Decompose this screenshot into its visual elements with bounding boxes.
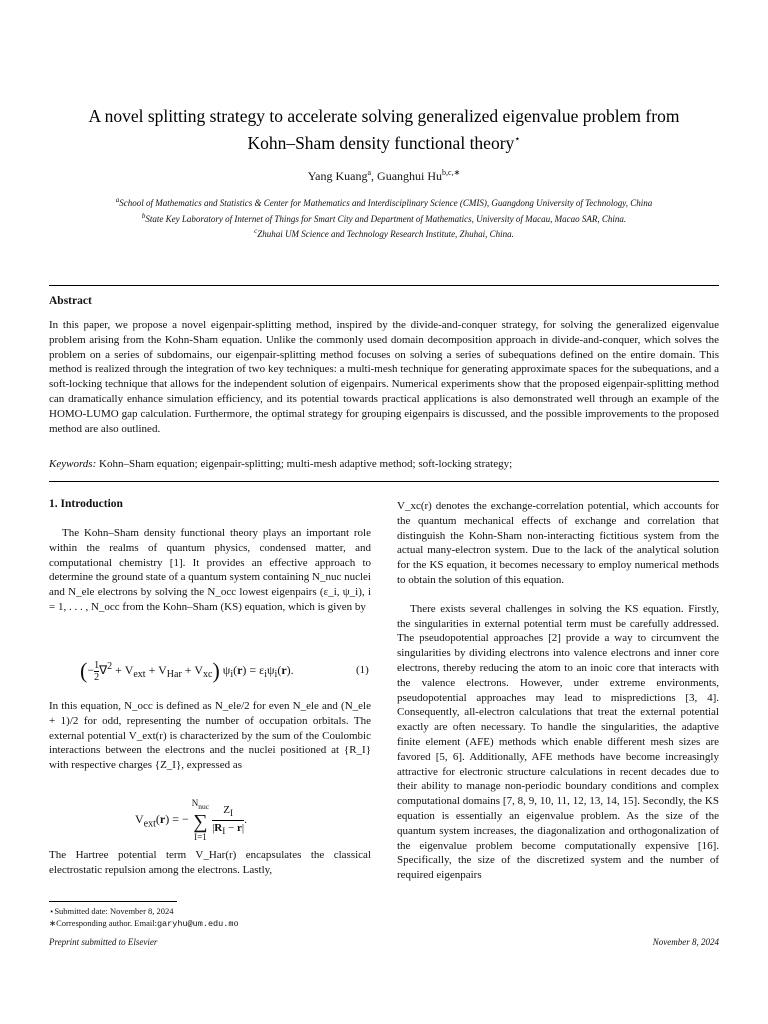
keywords-label: Keywords: bbox=[49, 458, 97, 470]
footnote-rule bbox=[49, 901, 177, 902]
equation-1-number: (1) bbox=[356, 664, 369, 676]
keywords-line bbox=[49, 458, 719, 470]
left-column-p2 bbox=[49, 699, 371, 773]
keywords-text: Kohn–Sham equation; eigenpair-splitting; multi-mesh adaptive method; soft-locking strategy; bbox=[99, 458, 513, 470]
author-1-sup: a bbox=[367, 168, 372, 177]
author-1: Yang Kuang bbox=[307, 169, 368, 183]
footer-date: November 8, 2024 bbox=[652, 937, 719, 947]
footnote-submitted: ⋆Submitted date: November 8, 2024 bbox=[49, 906, 174, 916]
left-paragraph-3: The Hartree potential term V_Har(r) encapsulates the classical electrostatic repulsion among the electrons. Lastly, bbox=[49, 849, 371, 876]
title-mark: ⋆ bbox=[514, 134, 521, 145]
affiliation-c: Zhuhai UM Science and Technology Research Institute, Zhuhai, China. bbox=[257, 229, 514, 239]
author-list bbox=[40, 168, 728, 184]
left-paragraph-2: In this equation, N_occ is defined as N_ele/2 for even N_ele and (N_ele + 1)/2 for odd, representing the number of occupation orbitals. The external potential V_ext(r) is characterized by the sum of the Coulombic interactions between the electrons and the nuclei positioned at {R_I} with respective charges {Z_I}, expressed as bbox=[49, 700, 371, 772]
footer-preprint: Preprint submitted to Elsevier bbox=[49, 937, 158, 947]
left-column-p1 bbox=[49, 526, 371, 615]
author-2: , Guanghui Hu bbox=[371, 169, 443, 183]
right-paragraph-2: There exists several challenges in solving the KS equation. Firstly, the singularities in external potential term must be carefully addressed. The pseudopotential approaches [2] provide a way to circumvent the singularities by dividing electrons into valence electrons and inner core electrons, thereby reducing the atom to an inoic core that interacts with the valence electrons. However, under extreme environments, pseudopotential approaches may lead to mispredictions [3, 4]. Consequently, all-electron calculations that treat the external potential exactly are often necessary. To handle the singularities, the adaptive finite element (AFE) methods which enable different mesh sizes are favored [5, 6]. Additionally, AFE methods have become increasingly attractive for electronic structure calculations in recent decades due to their ability to manage non-periodic boundary conditions and complex computational domains [7, 8, 9, 10, 11, 12, 13, 14, 15]. Secondly, the KS equation is essentially an eigenvalue problem. As the size of the quantum system increases, the diagonalization and orthogonalization of the eigenvalue problem become computationally expensive [16]. Specifically, the size of the discretized system and the number of required eigenpairs bbox=[397, 602, 719, 882]
equation-2: $V_{ext}(r)$ = − $N_{nuc}$ ∑ I=1 $\frac{Z_I}{|R_I - r|}$ . bbox=[135, 798, 248, 842]
abstract-text: In this paper, we propose a novel eigenpair-splitting method, inspired by the divide-and-conquer strategy, for solving the generalized eigenvalue problem arising from the Kohn-Sham equation. Unlike the commonly used domain decomposition approach in divide-and-conquer, which solves the problem on a series of subdomains, our eigenpair-splitting method focuses on solving a series of subequations defined on the entire domain. This method is realized through the integration of two key techniques: a multi-mesh technique for generating approximate spaces for the subequations, and a soft-locking technique that allows for the independent solution of eigenpairs. Numerical experiments show that the proposed eigenpair-splitting method can dramatically enhance simulation efficiency, and its potential towards practical applications is also demonstrated well through an example of the HOMO-LUMO gap calculation. Furthermore, the optimal strategy for grouping eigenpairs is discussed, and the possible improvements to the proposed method are also outlined. bbox=[49, 319, 719, 435]
left-column-p3 bbox=[49, 848, 371, 878]
abstract-heading: Abstract bbox=[49, 295, 92, 307]
equation-1: (− $\frac{1}{2}$ $\nabla^2 + V_{ext} + V_{Har} + V_{xc}$) $\psi_i(r) = \varepsilon_i\psi_i(r)$. bbox=[80, 658, 294, 683]
title-line-2: Kohn–Sham density functional theory bbox=[247, 132, 515, 153]
paper-title bbox=[40, 104, 728, 155]
top-rule bbox=[49, 285, 719, 286]
title-line-1: A novel splitting strategy to accelerate solving generalized eigenvalue problem from bbox=[88, 106, 680, 126]
affiliations: $^a$School of Mathematics and Statistics & Center for Mathematics and Interdisciplinary Science (CMIS), Guangdong University of Technology, China $^b$State Key Laboratory of Internet of Things for Smart City and Department of Mathematics, University of Macau, Macao SAR, China. $^c$Zhuhai UM Science and Technology Research Institute, Zhuhai, China. bbox=[115, 196, 653, 239]
author-2-sup: b,c,∗ bbox=[442, 168, 461, 177]
author-email-link[interactable]: garyhu@um.edu.mo bbox=[156, 919, 239, 929]
affiliation-b: State Key Laboratory of Internet of Things for Smart City and Department of Mathematics, University of Macau, Macao SAR, China. bbox=[145, 213, 627, 224]
left-paragraph-1: The Kohn–Sham density functional theory plays an important role within the realms of quantum physics, condensed matter, and computational chemistry [1]. It provides an effective approach to determine the ground state of a quantum system containing N_nuc nuclei and N_ele electrons by solving the N_occ lowest eigenpairs (ε_i, ψ_i), i = 1, . . . , N_occ from the Kohn–Sham (KS) equation, which is given by bbox=[49, 527, 371, 613]
right-paragraph-1: V_xc(r) denotes the exchange-correlation potential, which accounts for the quantum mechanical effects of exchange and correlation that distinguish the Kohn-Sham non-interacting fictitious system from the actual many-electron system. Due to the lack of the analytical solution for the KS equation, it becomes necessary to employ numerical methods to obtain the solution of this equation. bbox=[397, 500, 719, 586]
bottom-rule bbox=[49, 481, 719, 482]
footnote-author: ∗Corresponding author. Email: bbox=[49, 918, 157, 928]
affiliation-a: School of Mathematics and Statistics & Center for Mathematics and Interdisciplinary Science (CMIS), Guangdong University of Technology, China bbox=[119, 198, 653, 208]
section-heading: 1. Introduction bbox=[49, 498, 123, 510]
right-column bbox=[397, 499, 719, 883]
footnotes bbox=[49, 905, 239, 930]
